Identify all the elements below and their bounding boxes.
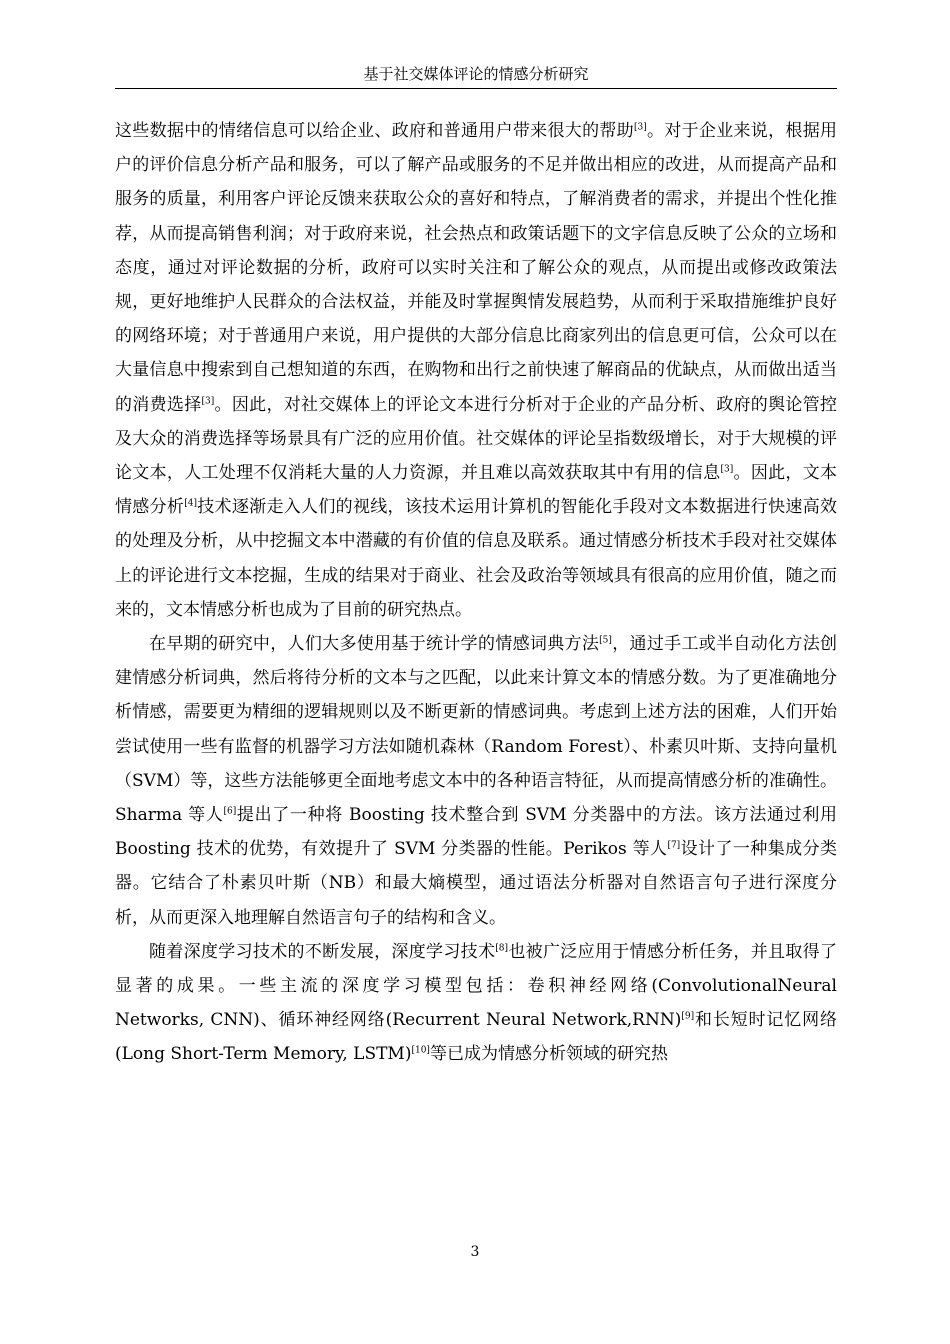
text-segment: 在早期的研究中，人们大多使用基于统计学的情感词典方法: [149, 634, 600, 655]
citation: [10]: [411, 1045, 430, 1056]
citation: [7]: [667, 840, 681, 851]
citation: [4]: [184, 498, 197, 509]
text-segment: 。对于企业来说，根据用户的评价信息分析产品和服务，可以了解产品或服务的不足并做出相应的改进，从而提高产品和服务的质量，利用客户评论反馈来获取公众的喜好和特点，了解消费者的需求，并提出个性化推荐，从而提高销售利润；对于政府来说，社会热点和政策话题下的文字信息反映了公众的立场和态度，通过对评论数据的分析，政府可以实时关注和了解公众的观点，从而提出或修改政策法规，更好地维护人民群众的合法权益，并能及时掌握舆情发展趋势，从而利于采取措施维护良好的网络环境；对于普通用户来说，用户提供的大部分信息比商家列出的信息更可信，公众可以在大量信息中搜索到自己想知道的东西，在购物和出行之前快速了解商品的优缺点，从而做出适当的消费选择: [115, 121, 838, 415]
citation: [3]: [201, 395, 215, 406]
text-segment: 和长短时记忆网络(Long Short-Term Memory, LSTM): [115, 1010, 837, 1065]
citation: [5]: [599, 635, 612, 646]
body-text: [115, 114, 837, 1072]
text-segment: ，通过手工或半自动化方法创建情感分析词典，然后将待分析的文本与之匹配，以此来计算文本的情感分数。为了更准确地分析情感，需要更为精细的逻辑规则以及不断更新的情感词典。考虑到上述方法的困难，人们开始尝试使用一些有监督的机器学习方法如随机森林（Random Forest）、朴素贝叶斯、支持向量机（SVM）等，这些方法能够更全面地考虑文本中的各种语言特征，从而提高情感分析的准确性。Sharma 等人: [115, 634, 838, 826]
text-segment: 这些数据中的情绪信息可以给企业、政府和普通用户带来很大的帮助: [115, 121, 634, 141]
citation: [9]: [681, 1011, 695, 1022]
paragraph: [115, 627, 837, 935]
text-segment: 等已成为情感分析领域的研究热: [429, 1044, 668, 1065]
text-segment: 。因此，对社交媒体上的评论文本进行分析对于企业的产品分析、政府的舆论管控及大众的消费选择等场景具有广泛的应用价值。社交媒体的评论呈指数级增长，对于大规模的评论文本，人工处理不仅消耗大量的人力资源，并且难以高效获取其中有用的信息: [115, 394, 838, 484]
citation: [3]: [720, 464, 734, 475]
citation: [6]: [223, 806, 237, 817]
text-segment: 设计了一种集成分类器。它结合了朴素贝叶斯（NB）和最大熵模型，通过语法分析器对自然语言句子进行深度分析，从而更深入地理解自然语言句子的结构和含义。: [115, 839, 837, 928]
text-segment: 提出了一种将 Boosting 技术整合到 SVM 分类器中的方法。该方法通过利用 Boosting 技术的优势，有效提升了 SVM 分类器的性能。Perikos 等人: [115, 805, 837, 860]
text-segment: 。因此，文本情感分析: [115, 463, 838, 518]
text-segment: 技术逐渐走入人们的视线，该技术运用计算机的智能化手段对文本数据进行快速高效的处理及分析，从中挖掘文本中潜藏的有价值的信息及联系。通过情感分析技术手段对社交媒体上的评论进行文本挖掘，生成的结果对于商业、社会及政治等领域具有很高的应用价值，随之而来的，文本情感分析也成为了目前的研究热点。: [115, 497, 838, 620]
text-segment: 随着深度学习技术的不断发展，深度学习技术: [149, 941, 496, 962]
page-number: 3: [470, 1244, 480, 1260]
paragraph: [115, 114, 837, 627]
text-segment: 也被广泛应用于情感分析任务，并且取得了显著的成果。一些主流的深度学习模型包括：卷积神经网络(ConvolutionalNeural Networks, CNN)、循环神经网络(Recurrent Neural Network,RNN): [115, 941, 837, 1031]
running-header: 基于社交媒体评论的情感分析研究: [115, 62, 837, 89]
paragraph: [115, 935, 837, 1072]
citation: [3]: [633, 122, 647, 133]
citation: [8]: [495, 943, 509, 954]
